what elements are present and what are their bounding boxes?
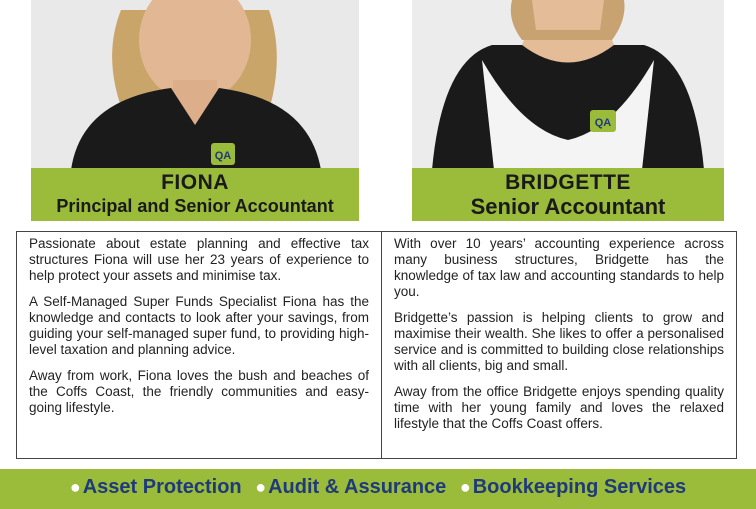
bridgette-photo bbox=[412, 0, 724, 170]
services-list bbox=[0, 476, 756, 499]
bridgette-bio bbox=[381, 231, 737, 459]
fiona-name: FIONA bbox=[161, 171, 229, 194]
bridgette-bio-paragraph: Away from the office Bridgette enjoys spending quality time with her young family and loves the relaxed lifestyle that the Coffs Coast offers. bbox=[394, 384, 724, 431]
bridgette-nameplate bbox=[412, 168, 724, 221]
bridgette-bio-paragraph: With over 10 years’ accounting experience across many business structures, Bridgette has the knowledge of tax law and accounting standards to help you. bbox=[394, 236, 724, 299]
service-label: Bookkeeping Services bbox=[472, 476, 687, 498]
fiona-nameplate bbox=[31, 168, 359, 221]
fiona-bio-paragraph: Away from work, Fiona loves the bush and beaches of the Coffs Coast, the friendly communities and easy-going lifestyle. bbox=[29, 368, 369, 415]
service-item bbox=[460, 476, 686, 498]
bullet-icon: ● bbox=[69, 477, 81, 497]
bridgette-name: BRIDGETTE bbox=[505, 171, 631, 194]
bridgette-portrait bbox=[412, 0, 724, 170]
bridgette-role: Senior Accountant bbox=[470, 194, 666, 219]
fiona-logo-text: QA bbox=[214, 150, 232, 162]
fiona-bio bbox=[16, 231, 382, 459]
bullet-icon: ● bbox=[255, 477, 267, 497]
fiona-bio-paragraph: A Self-Managed Super Funds Specialist Fiona has the knowledge and contacts to look after your savings, from guiding your self-managed super fund, to providing high-level taxation and planning advice. bbox=[29, 294, 369, 357]
bullet-icon: ● bbox=[459, 477, 471, 497]
fiona-bio-paragraph: Passionate about estate planning and effective tax structures Fiona will use her 23 years of experience to help protect your assets and minimise tax. bbox=[29, 236, 369, 283]
service-item bbox=[70, 476, 242, 498]
service-label: Audit & Assurance bbox=[268, 476, 447, 498]
fiona-portrait bbox=[31, 0, 359, 170]
fiona-photo bbox=[31, 0, 359, 170]
service-label: Asset Protection bbox=[82, 476, 242, 498]
bridgette-bio-paragraph: Bridgette’s passion is helping clients to grow and maximise their wealth. She likes to offer a personalised service and is committed to building close relationships with all clients, big and small. bbox=[394, 310, 724, 373]
fiona-role: Principal and Senior Accountant bbox=[56, 196, 334, 216]
bridgette-logo-text: QA bbox=[594, 117, 612, 129]
service-item bbox=[255, 476, 446, 498]
